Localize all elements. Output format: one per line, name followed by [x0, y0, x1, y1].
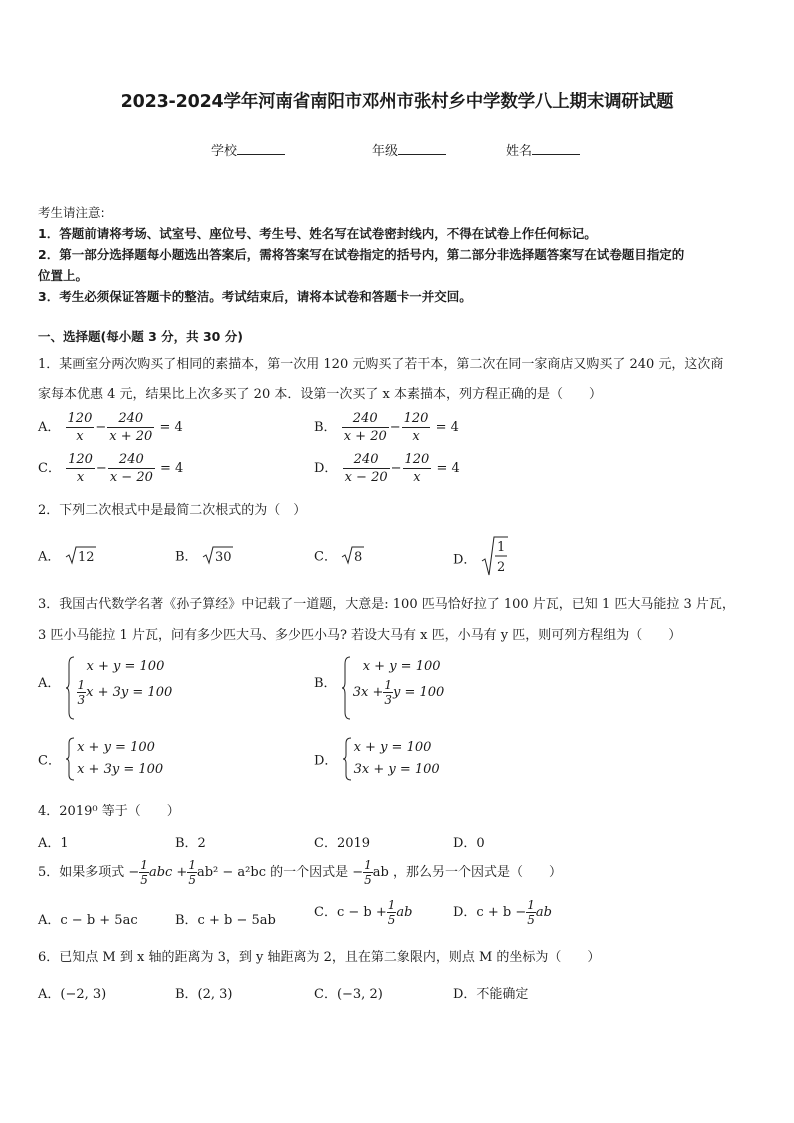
q4-stem: 4．2019⁰ 等于（ ）: [38, 804, 180, 819]
note-item-2: 2．第一部分选择题每小题选出答案后，需将答案写在试卷指定的括号内，第二部分非选择题答案写在试卷题目指定的: [38, 247, 685, 262]
q3-line1: 3．我国古代数学名著《孙子算经》中记载了一道题，大意是: 100 匹马恰好拉了 100 片瓦，已知 1 匹大马能拉 3 片瓦，: [38, 597, 735, 612]
q6-option-b: B．(2, 3): [175, 987, 233, 1002]
q1-line1: 1．某画室分两次购买了相同的素描本，第一次用 120 元购买了若干本，第二次在同一家商店又购买了 240 元，这次商: [38, 357, 724, 372]
fraction: $\frac{1}{5}$: [140, 858, 148, 887]
q1-option-c: C． $\frac{120}{x}$ − $\frac{240}{x - 20}$ = 4: [38, 452, 184, 485]
q6-option-d: D．不能确定: [453, 987, 529, 1002]
school-blank: [237, 142, 285, 155]
equation-row: x + y = 100: [362, 659, 441, 674]
grade-label: 年级: [372, 144, 399, 159]
option-label: B．: [314, 420, 337, 435]
fraction: $\frac{240}{x - 20}$: [109, 452, 153, 485]
option-label: C．: [38, 753, 61, 769]
q1-option-b: B． $\frac{240}{x + 20}$ − $\frac{120}{x}$ = 4: [314, 411, 459, 444]
note-item-3: 3．考生必须保证答题卡的整洁。考试结束后，请将本试卷和答题卡一并交回。: [38, 289, 472, 304]
equation-row: x + y = 100: [86, 659, 165, 674]
option-label: B．: [175, 549, 198, 565]
option-label: B．: [314, 676, 337, 691]
section-heading: 一、选择题(每小题 3 分，共 30 分): [38, 329, 243, 344]
q3-option-c: [38, 737, 163, 781]
notes-heading: 考生请注意:: [38, 205, 105, 220]
fraction: $\frac{1}{5}$: [387, 898, 396, 927]
equation-row: x + y = 100: [77, 740, 155, 755]
svg-text:8: 8: [354, 550, 363, 565]
fraction: $\frac{120}{x}$: [68, 452, 93, 485]
grade-field: [372, 140, 446, 159]
q2-option-c: [314, 545, 365, 569]
brace-icon: [341, 656, 351, 720]
sqrt-icon: [65, 545, 97, 569]
fraction: $\frac{120}{x}$: [403, 411, 429, 444]
fraction: $\frac{240}{x - 20}$: [344, 452, 388, 485]
q6-stem: 6．已知点 M 到 x 轴的距离为 3，到 y 轴距离为 2，且在第二象限内，则点 M 的坐标为（ ）: [38, 950, 601, 965]
svg-text:2: 2: [496, 560, 505, 575]
brace-icon: [342, 737, 352, 781]
fraction: $\frac{1}{5}$: [188, 858, 196, 887]
sqrt-icon: [341, 545, 365, 569]
q1-option-a: A． $\frac{120}{x}$ − $\frac{240}{x + 20}$ = 4: [38, 411, 183, 444]
fraction: $\frac{240}{x + 20}$: [343, 411, 387, 444]
equation-row: 3x + y = 100: [353, 762, 440, 777]
brace-icon: [65, 656, 75, 720]
option-label: A．: [38, 420, 61, 435]
equation-row: x + 3y = 100: [77, 762, 164, 777]
q6-option-c: C．(−3, 2): [314, 987, 383, 1002]
q3-option-a: [38, 656, 172, 707]
option-label: A．: [38, 549, 61, 565]
q2-option-b: [175, 545, 234, 569]
q5-stem: 5．如果多项式 − $\frac{1}{5}$ abc + $\frac{1}{5}$ ab² − a²bc 的一个因式是 − $\frac{1}{5}$ ab ，那么另一个因式是（ ）: [38, 858, 562, 887]
equation-system: [65, 656, 173, 707]
sqrt-icon: [481, 535, 509, 581]
svg-text:30: 30: [214, 550, 232, 565]
note-item-1: 1．答题前请将考场、试室号、座位号、考生号、姓名写在试卷密封线内，不得在试卷上作任何标记。: [38, 226, 597, 241]
sqrt-icon: [202, 545, 234, 569]
q5-option-c: C．c − b + $\frac{1}{5}$ ab: [314, 898, 413, 927]
q1-option-d: D． $\frac{240}{x - 20}$ − $\frac{120}{x}$ = 4: [314, 452, 460, 485]
q5-option-d: D．c + b − $\frac{1}{5}$ ab: [453, 898, 552, 927]
q3-option-d: [314, 737, 440, 781]
q5-option-a: A．c − b + 5ac: [38, 913, 138, 928]
equation-row: 3x + $\frac{1}{3}$ y = 100: [352, 678, 445, 707]
grade-blank: [398, 142, 446, 155]
equation-system: [65, 737, 163, 781]
rhs: = 4: [160, 461, 184, 476]
q2-stem: 2．下列二次根式中是最简二次根式的为（ ）: [38, 503, 307, 518]
q4-option-d: D．0: [453, 836, 485, 851]
fraction: $\frac{120}{x}$: [404, 452, 430, 485]
rhs: = 4: [436, 461, 460, 476]
fraction: $\frac{1}{5}$: [527, 898, 535, 927]
fraction: $\frac{1}{5}$: [364, 858, 372, 887]
equation-system: [341, 656, 445, 707]
school-field: [211, 140, 285, 159]
q2-option-a: [38, 545, 97, 569]
fraction: $\frac{240}{x + 20}$: [109, 411, 153, 444]
option-label: C．: [314, 549, 337, 565]
brace-icon: [65, 737, 75, 781]
page-title: 2023-2024学年河南省南阳市邓州市张村乡中学数学八上期末调研试题: [120, 92, 674, 112]
option-label: C．: [38, 461, 61, 476]
q3-option-b: [314, 656, 444, 707]
fraction: $\frac{120}{x}$: [67, 411, 93, 444]
option-label: D．: [314, 461, 338, 476]
school-label: 学校: [211, 144, 238, 159]
name-label: 姓名: [506, 144, 533, 159]
rhs: = 4: [435, 420, 459, 435]
q2-option-d: [453, 535, 509, 581]
note-item-2-cont: 位置上。: [38, 268, 89, 283]
q5-option-b: B．c + b − 5ab: [175, 913, 276, 928]
equation-row: $\frac{1}{3}$ x + 3y = 100: [77, 678, 173, 707]
q4-option-c: C．2019: [314, 836, 371, 851]
q1-line2: 家每本优惠 4 元，结果比上次多买了 20 本．设第一次买了 x 本素描本，列方程正确的是（ ）: [38, 387, 602, 402]
q6-option-a: A．(−2, 3): [38, 987, 107, 1002]
option-label: A．: [38, 676, 61, 691]
option-label: D．: [453, 552, 477, 568]
q3-line2: 3 匹小马能拉 1 片瓦，问有多少匹大马、多少匹小马? 若设大马有 x 匹，小马有 y 匹，则可列方程组为（ ）: [38, 628, 682, 643]
rhs: = 4: [159, 420, 183, 435]
svg-text:1: 1: [496, 540, 505, 555]
name-blank: [532, 142, 580, 155]
name-field: [506, 140, 580, 159]
svg-text:12: 12: [77, 550, 95, 565]
equation-row: x + y = 100: [353, 740, 432, 755]
q4-option-a: A．1: [38, 836, 69, 851]
equation-system: [342, 737, 440, 781]
option-label: D．: [314, 753, 338, 769]
q4-option-b: B．2: [175, 836, 206, 851]
